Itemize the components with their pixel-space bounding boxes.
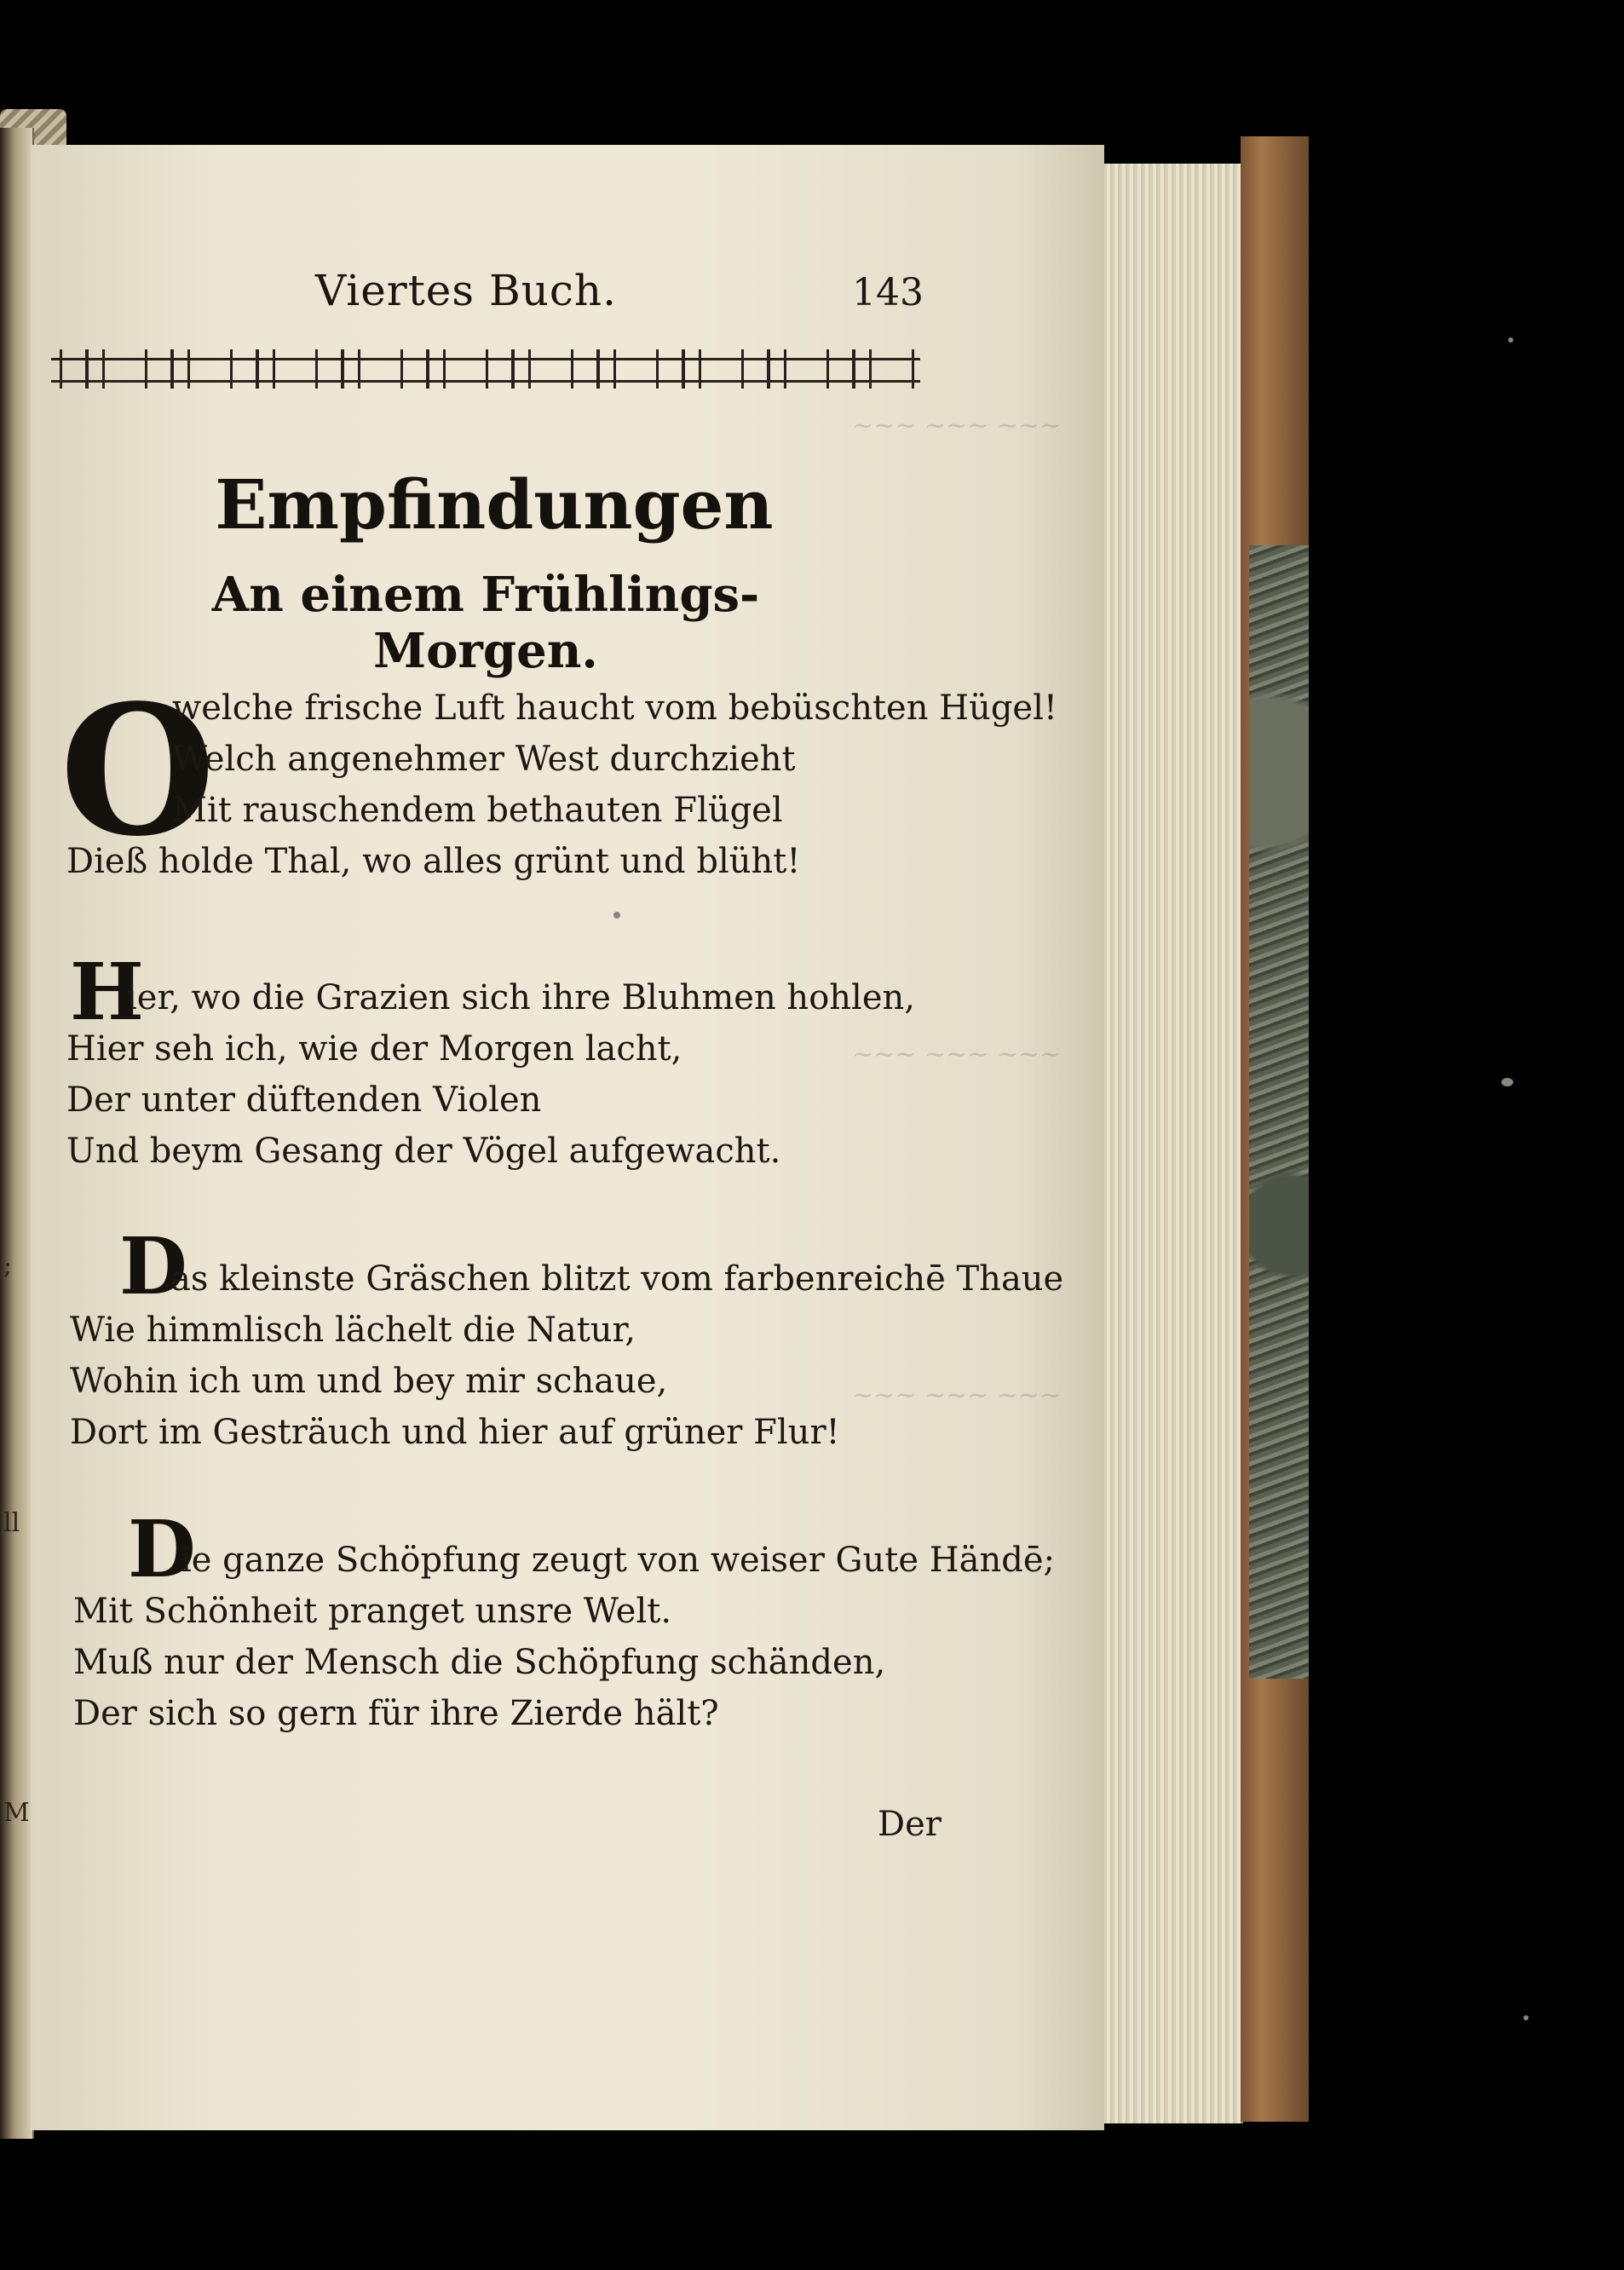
- ornament-line: [51, 358, 920, 360]
- verse-line: Der unter düftenden Violen: [66, 1080, 542, 1120]
- drop-cap: H: [70, 946, 144, 1038]
- left-page-fragment: ll: [3, 1508, 20, 1538]
- left-page-fragment: M: [3, 1798, 30, 1828]
- verse-line: ie ganze Schöpfung zeugt von weiser Gute Händē;: [181, 1541, 1055, 1580]
- verse-line: Mit rauschendem bethauten Flügel: [172, 791, 783, 830]
- show-through: ~~~ ~~~ ~~~: [852, 1040, 1062, 1069]
- poem-subtitle: An einem Frühlings-Morgen.: [211, 567, 760, 679]
- poem-title: Empfindungen: [215, 464, 774, 544]
- verse-line: Mit Schönheit pranget unsre Welt.: [73, 1592, 672, 1631]
- show-through: ~~~ ~~~ ~~~: [852, 1380, 1062, 1410]
- verse-line: Der sich so gern für ihre Zierde hält?: [73, 1694, 719, 1733]
- verse-line: welche frische Luft haucht vom bebüschten Hügel!: [172, 688, 1057, 728]
- verse-line: Dieß holde Thal, wo alles grünt und blüht!: [66, 842, 801, 881]
- verse-line: Wohin ich um und bey mir schaue,: [70, 1362, 668, 1401]
- left-page-edge: [0, 128, 34, 2139]
- ornament-line: [51, 380, 920, 383]
- verse-line: Welch angenehmer West durchzieht: [172, 740, 796, 779]
- running-head: Viertes Buch.: [315, 266, 617, 315]
- dust-speck: [1501, 1078, 1513, 1086]
- left-page-fragment: ;: [3, 1251, 13, 1281]
- dust-speck: [613, 912, 620, 919]
- verse-line: Wie himmlisch lächelt die Natur,: [70, 1311, 636, 1350]
- dust-speck: [1508, 337, 1513, 343]
- drop-cap: D: [119, 1220, 187, 1312]
- page-edges: [1104, 164, 1243, 2123]
- verse-line: Und beym Gesang der Vögel aufgewacht.: [66, 1132, 781, 1171]
- verse-line: Muß nur der Mensch die Schöpfung schänden,: [73, 1643, 886, 1682]
- catchword: Der: [878, 1805, 942, 1844]
- show-through: ~~~ ~~~ ~~~: [852, 411, 1062, 441]
- ornament-rule: [51, 349, 920, 389]
- drop-cap: O: [60, 665, 216, 876]
- verse-line: ier, wo die Grazien sich ihre Bluhmen hohlen,: [126, 978, 915, 1017]
- drop-cap: D: [128, 1503, 196, 1595]
- page-number: 143: [852, 271, 924, 314]
- verse-line: Hier seh ich, wie der Morgen lacht,: [66, 1029, 682, 1069]
- verse-line: as kleinste Gräschen blitzt vom farbenreichē Thaue: [170, 1259, 1064, 1299]
- cover-marbling: [1249, 545, 1309, 1679]
- dust-speck: [1523, 2015, 1529, 2020]
- verse-line: Dort im Gesträuch und hier auf grüner Flur!: [70, 1413, 840, 1452]
